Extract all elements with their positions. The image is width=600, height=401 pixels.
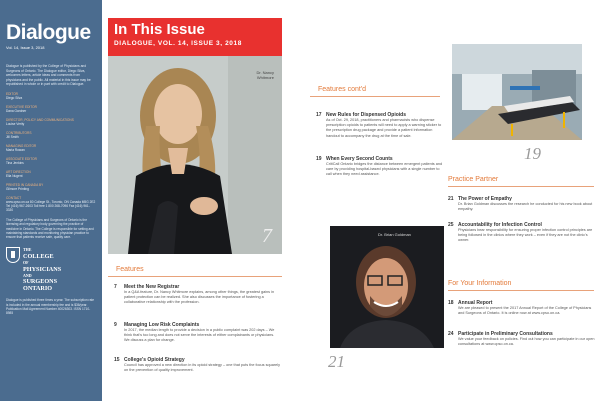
masthead-label: EXECUTIVE EDITOR bbox=[6, 104, 37, 109]
sidebar-intro: Dialogue is published by the College of Physicians and Surgeons of Ontario. The Dialogue editor, Diego Silva, welcomes letters, article ideas and comments from physicians and the public. All material in this issue may be republished in whole or in part with credit to Dialogue. bbox=[6, 64, 91, 87]
masthead-value: Tina Jenkins bbox=[6, 160, 24, 165]
goldman-photo bbox=[330, 226, 444, 348]
issue-subtitle: DIALOGUE, VOL. 14, ISSUE 3, 2018 bbox=[114, 40, 242, 47]
toc-page-number: 19 bbox=[316, 156, 322, 162]
hospital-corridor-illustration bbox=[452, 44, 582, 140]
portrait-illustration bbox=[330, 226, 444, 348]
hospital-photo bbox=[452, 44, 582, 140]
section-heading-for-your-information: For Your Information bbox=[448, 280, 512, 287]
masthead-label: MANAGING EDITOR bbox=[6, 143, 37, 148]
toc-title: The Power of Empathy bbox=[458, 196, 512, 202]
toc-title: New Rules for Dispensed Opioids bbox=[326, 112, 407, 118]
toc-summary: As of Oct. 29, 2018, practitioners and pharmacists who dispense prescription opioids to patients will need to apply a warning sticker to the prescription drug package and provide a patient information handout to accompany the drug at the time of sale. bbox=[326, 118, 442, 138]
toc-page-number: 21 bbox=[448, 196, 454, 202]
masthead-entry bbox=[6, 170, 96, 178]
toc-page-number: 15 bbox=[114, 357, 120, 363]
portrait-illustration bbox=[108, 56, 282, 254]
contents-page-left bbox=[102, 0, 306, 401]
toc-entry[interactable] bbox=[448, 222, 596, 258]
masthead-sidebar bbox=[0, 0, 102, 401]
toc-title: Annual Report bbox=[458, 300, 493, 306]
masthead-entry bbox=[6, 92, 96, 100]
toc-page-number: 18 bbox=[448, 300, 454, 306]
masthead-entry bbox=[6, 131, 96, 139]
toc-entry[interactable] bbox=[114, 357, 280, 383]
section-rule bbox=[108, 276, 282, 277]
toc-summary: Physicians bear responsibility for ensuring proper infection control principles are being followed in the clinics where they work – even if they are not the clinic's owner. bbox=[458, 228, 593, 243]
toc-entry[interactable] bbox=[114, 284, 280, 316]
section-heading-practice-partner: Practice Partner bbox=[448, 176, 499, 183]
toc-summary: Council has approved a new direction in its opioid strategy – one that puts the focus squarely on the prevention of quality improvement. bbox=[124, 363, 280, 373]
toc-entry[interactable] bbox=[316, 156, 442, 188]
masthead-value: Maria Rowan bbox=[6, 147, 25, 152]
section-rule bbox=[310, 96, 440, 97]
toc-summary: We are pleased to present the 2017 Annual Report of the College of Physicians and Surgeons of Ontario. It is online now at www.cpso.on.ca. bbox=[458, 306, 592, 316]
masthead-entry bbox=[6, 157, 96, 165]
toc-title: Managing Low Risk Complaints bbox=[124, 322, 200, 328]
masthead-label: PRINTED IN CANADA BY bbox=[6, 182, 44, 187]
college-note: The College of Physicians and Surgeons of Ontario is the licensing and regulatory body governing the practice of medicine in Ontario. The College is responsible for setting and maintaining standards and monitoring physician practice to ensure that patients receive safe, quality care. bbox=[6, 217, 94, 240]
masthead-label: CONTRIBUTORS bbox=[6, 130, 32, 135]
toc-summary: We value your feedback on policies. Find out how you can participate in our open consultations at www.cpso.on.ca. bbox=[458, 337, 595, 347]
toc-page-number: 17 bbox=[316, 112, 322, 118]
contact-details: www.cpso.on.ca 80 College St., Toronto, ON Canada M5G 2E2 Tel (416) 967-2603 Toll free 1 800 268-7096 Fax (416) 961-3330 bbox=[6, 199, 96, 212]
toc-summary: CritiCall Ontario bridges the distance between emergent patients and care by providing hospital-based physicians with a single number to call when they need assistance. bbox=[326, 162, 443, 177]
masthead-value: Gilmore Printing bbox=[6, 186, 29, 191]
registrar-photo bbox=[108, 56, 282, 254]
masthead-value: Ella Nugent bbox=[6, 173, 23, 178]
crest-icon bbox=[6, 247, 20, 263]
masthead-value: Dana Gardner bbox=[6, 108, 27, 113]
toc-entry[interactable] bbox=[316, 112, 442, 152]
section-heading-features-contd: Features cont'd bbox=[318, 86, 367, 93]
volume-line: Vol. 14, Issue 3, 2018 bbox=[6, 45, 45, 50]
toc-entry[interactable] bbox=[448, 196, 596, 220]
masthead-entry bbox=[6, 118, 96, 126]
masthead-value: Jill Smith bbox=[6, 134, 19, 139]
cpso-logo bbox=[6, 247, 96, 292]
photo-caption: Dr. Nancy Whitmore bbox=[256, 70, 274, 80]
photo-page-number: 19 bbox=[524, 144, 541, 163]
toc-title: Participate in Preliminary Consultations bbox=[458, 331, 553, 337]
contents-page-right bbox=[306, 0, 600, 401]
photo-page-number: 7 bbox=[262, 225, 272, 247]
section-rule bbox=[448, 290, 594, 291]
toc-entry[interactable] bbox=[448, 331, 596, 359]
masthead-value: Diego Silva bbox=[6, 95, 23, 100]
toc-title: College's Opioid Strategy bbox=[124, 357, 185, 363]
contact-block bbox=[6, 196, 96, 212]
dialogue-logo: Dialogue bbox=[6, 21, 91, 44]
masthead-label: DIRECTOR, POLICY AND COMMUNICATIONS bbox=[6, 117, 74, 122]
toc-title: Accountability for Infection Control bbox=[458, 222, 542, 228]
photo-page-number: 21 bbox=[328, 352, 345, 371]
toc-page-number: 25 bbox=[448, 222, 454, 228]
toc-entry[interactable] bbox=[114, 322, 280, 352]
contact-label: CONTACT bbox=[6, 195, 22, 200]
section-heading-features: Features bbox=[116, 266, 144, 273]
toc-summary: In 2017, the median length to provide a decision in a public complaint was 202 days – We think that's too long and does not serve the interests of either complainants or physicians. We discuss a plan for change. bbox=[124, 328, 275, 343]
masthead-value: Louise Verity bbox=[6, 121, 25, 126]
toc-entry[interactable] bbox=[448, 300, 596, 328]
issue-header bbox=[108, 18, 282, 56]
toc-page-number: 24 bbox=[448, 331, 454, 337]
photo-caption: Dr. Brian Goldman bbox=[378, 232, 411, 237]
cpso-wordmark: THE COLLEGE OF PHYSICIANS AND SURGEONS ONTARIO bbox=[23, 247, 62, 292]
masthead-label: EDITOR bbox=[6, 91, 18, 96]
toc-page-number: 7 bbox=[114, 284, 117, 290]
masthead-label: ART DIRECTION bbox=[6, 169, 31, 174]
masthead-entry bbox=[6, 183, 96, 191]
toc-page-number: 9 bbox=[114, 322, 117, 328]
section-rule bbox=[448, 186, 594, 187]
page-title: In This Issue bbox=[114, 21, 205, 38]
masthead-entry bbox=[6, 105, 96, 113]
masthead-entry bbox=[6, 144, 96, 152]
toc-summary: In a Q&A feature, Dr. Nancy Whitmore explains, among other things, the greatest gains in patient protection can be realized. She also discusses the importance of fostering a collaborative relationship with the profession. bbox=[124, 290, 275, 305]
toc-summary: Dr. Brian Goldman discusses the research he conducted for his new book about empathy. bbox=[458, 202, 593, 212]
sidebar-footer: Dialogue is published three times a year. The subscription rate is included in the annual membership fee and is $36/year. Publication Mail Agreement Number 40026303. ISSN 1710-8985 bbox=[6, 298, 94, 316]
toc-title: When Every Second Counts bbox=[326, 156, 393, 162]
toc-title: Meet the New Registrar bbox=[124, 284, 180, 290]
masthead-label: ASSOCIATE EDITOR bbox=[6, 156, 37, 161]
